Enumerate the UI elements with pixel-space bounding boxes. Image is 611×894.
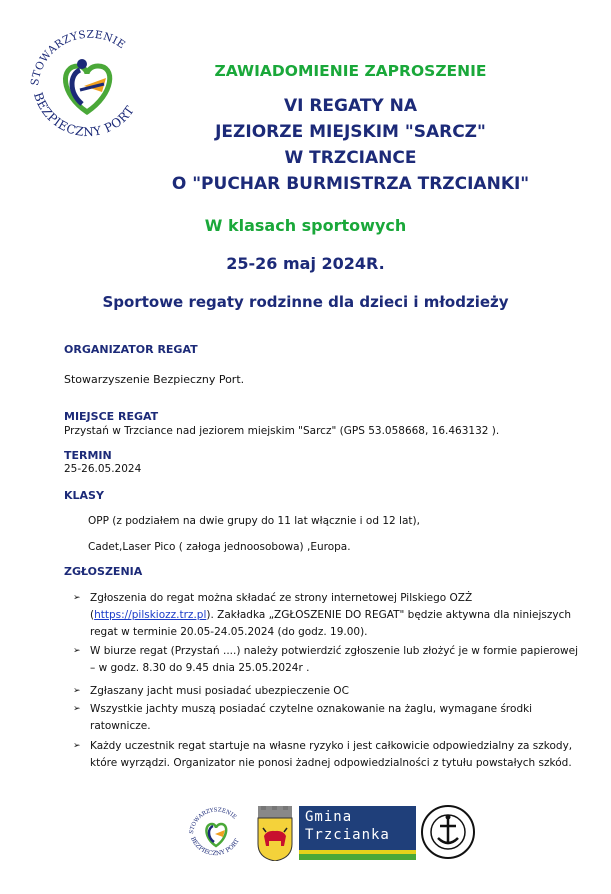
gmina-trzcianka-logo	[299, 806, 416, 860]
bullet-arrow-icon: ➢	[73, 646, 81, 656]
venue-heading: MIEJSCE REGAT	[64, 410, 159, 423]
bullet-3-line: Zgłaszany jacht musi posiadać ubezpieczenie OC	[90, 685, 349, 697]
term-heading: TERMIN	[64, 449, 112, 462]
notice-title: ZAWIADOMIENIE ZAPROSZENIE	[214, 62, 487, 80]
bullet-1-line-a: Zgłoszenia do regat można składać ze strony internetowej Pilskiego OZŻ	[90, 592, 473, 604]
trzcianka-coat-of-arms-icon	[255, 806, 295, 861]
bullet-5-line-a: Każdy uczestnik regat startuje na własne ryzyko i jest całkowicie odpowiedzialny za szkody,	[90, 740, 573, 752]
trzcianka-label: Trzcianka	[305, 827, 390, 843]
regatta-title-2: JEZIORZE MIEJSKIM "SARCZ"	[215, 122, 486, 142]
logo-bottom-text: BEZPIECZNY PORT	[30, 90, 138, 140]
logo-top-text: STOWARZYSZENIE	[28, 28, 128, 87]
footer-logo-bottom-text: BEZPIECZNY PORT	[189, 835, 241, 858]
classes-line-1: OPP (z podziałem na dwie grupy do 11 lat włącznie i od 12 lat),	[88, 515, 420, 527]
organizer-text: Stowarzyszenie Bezpieczny Port.	[64, 373, 245, 386]
classes-subtitle: W klasach sportowych	[204, 216, 407, 235]
term-text: 25-26.05.2024	[64, 463, 142, 475]
event-date: 25-26 maj 2024R.	[226, 254, 385, 273]
regatta-title-3: W TRZCIANCE	[284, 148, 417, 168]
bullet-2-line-b: – w godz. 8.30 do 9.45 dnia 25.05.2024r .	[90, 662, 310, 674]
regional-sailing-association-logo	[420, 804, 476, 860]
bullet-arrow-icon: ➢	[73, 741, 81, 751]
bullet-5-line-b: które wyrządzi. Organizator nie ponosi żadnej odpowiedzialności z tytułu powstałych szkód.	[90, 757, 572, 769]
bullet-arrow-icon: ➢	[73, 686, 81, 696]
bullet-4-line-a: Wszystkie jachty muszą posiadać czytelne oznakowanie na żaglu, wymagane środki	[90, 703, 533, 715]
entries-bullet-1	[73, 590, 600, 641]
bullet-arrow-icon: ➢	[73, 593, 81, 603]
entries-bullet-5	[73, 738, 600, 772]
entries-heading: ZGŁOSZENIA	[64, 565, 143, 578]
classes-line-2: Cadet,Laser Pico ( załoga jednoosobowa) ,Europa.	[88, 541, 351, 553]
entries-bullet-2	[73, 643, 600, 677]
footer-logo-top-text: STOWARZYSZENIE	[188, 807, 238, 835]
event-subtitle: Sportowe regaty rodzinne dla dzieci i młodzieży	[102, 293, 509, 311]
svg-text:STOWARZYSZENIE	[189, 807, 237, 834]
footer-bezpieczny-port-logo	[185, 800, 247, 862]
regatta-title-4: O "PUCHAR BURMISTRZA TRZCIANKI"	[171, 174, 530, 194]
organizer-heading: ORGANIZATOR REGAT	[64, 343, 198, 356]
gmina-label: Gmina	[305, 809, 353, 825]
classes-heading: KLASY	[64, 489, 104, 502]
bullet-4-line-b: ratownicze.	[90, 720, 151, 732]
bullet-1-line-c: regat w terminie 20.05-24.05.2024 (do godz. 19.00).	[90, 626, 368, 638]
entries-bullet-3	[73, 683, 600, 700]
bullet-2-line-a: W biurze regat (Przystań ....) należy potwierdzić zgłoszenie lub złożyć je w formie papierowej	[90, 645, 578, 657]
entries-bullet-4	[73, 701, 600, 735]
venue-text: Przystań w Trzciance nad jeziorem miejskim "Sarcz" (GPS 53.058668, 16.463132 ).	[64, 425, 500, 437]
bullet-1-line-b: (https://pilskiozz.trz.pl). Zakładka „ZGŁOSZENIE DO REGAT" będzie aktywna dla niniejszych	[90, 609, 572, 621]
registration-link[interactable]: https://pilskiozz.trz.pl	[94, 609, 207, 621]
bullet-arrow-icon: ➢	[73, 704, 81, 714]
regatta-title-1: VI REGATY NA	[283, 96, 418, 116]
